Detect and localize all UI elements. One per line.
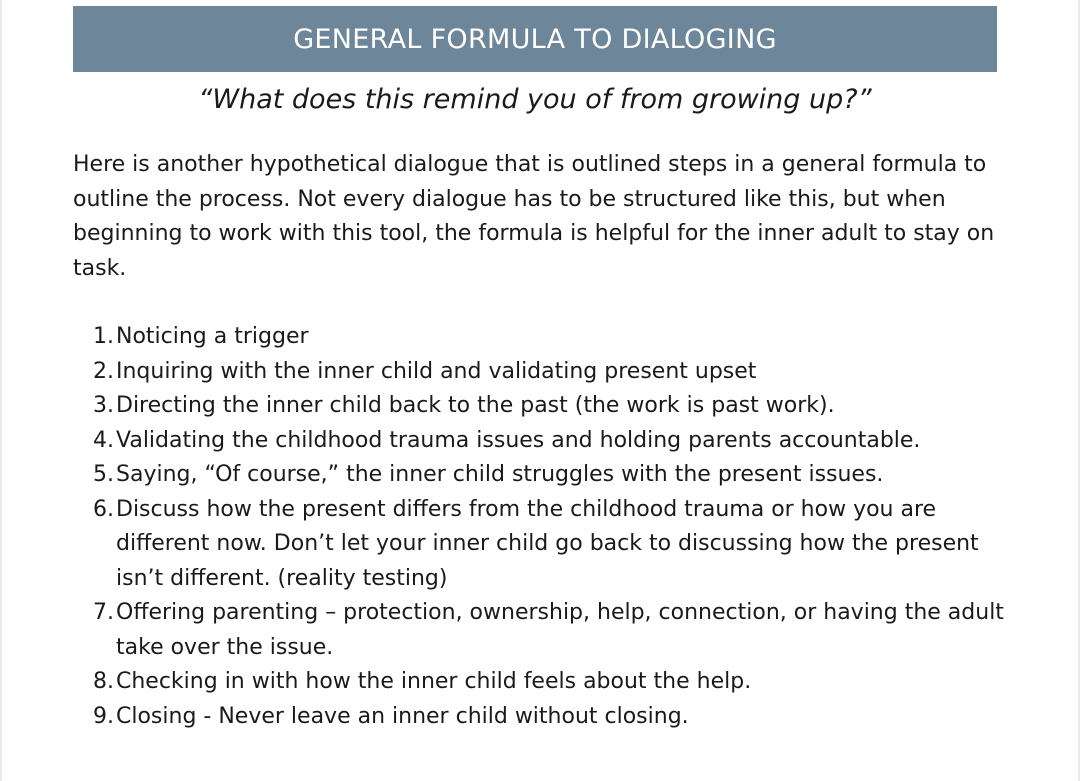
step-text: Checking in with how the inner child feels about the help.: [116, 669, 752, 694]
step-number: 5.: [93, 462, 114, 487]
step-item: [73, 424, 1008, 459]
step-text: Inquiring with the inner child and validating present upset: [116, 358, 757, 384]
step-number: 1.: [93, 324, 114, 349]
step-text: Directing the inner child back to the past (the work is past work).: [116, 393, 835, 418]
step-number: 2.: [93, 358, 114, 384]
step-item: [73, 320, 1008, 355]
step-number: 6.: [93, 496, 114, 522]
step-item: [73, 665, 1008, 700]
step-text: Validating the childhood trauma issues and holding parents accountable.: [116, 427, 921, 453]
step-item: [73, 458, 1008, 493]
step-item: [73, 389, 1008, 424]
title-banner: [73, 6, 997, 72]
step-number: 8.: [93, 669, 114, 694]
step-text: Noticing a trigger: [116, 324, 309, 349]
step-item: [73, 596, 1008, 665]
step-item: [73, 700, 1008, 735]
page-title: GENERAL FORMULA TO DIALOGING: [293, 23, 777, 55]
quote-subtitle: “What does this remind you of from growing up?”: [198, 84, 872, 115]
step-number: 9.: [93, 703, 114, 729]
intro-paragraph: Here is another hypothetical dialogue that is outlined steps in a general formula to outline the process. Not every dialogue has to be structured like this, but when beginning to work with this tool, the formula is helpful for the inner adult to stay on task.: [73, 152, 995, 281]
page-edge-left: [0, 0, 2, 781]
step-number: 4.: [93, 427, 114, 453]
step-item: [73, 493, 1008, 597]
step-number: 3.: [93, 393, 114, 418]
step-text: Offering parenting – protection, ownership, help, connection, or having the adult take over the issue.: [116, 600, 1004, 660]
step-text: Discuss how the present differs from the childhood trauma or how you are different now. Don’t let your inner child go back to discussing how the present isn’t different. (reality testing): [116, 496, 979, 591]
steps-list: [73, 320, 1008, 734]
step-text: Saying, “Of course,” the inner child struggles with the present issues.: [116, 462, 884, 487]
step-item: [73, 355, 1008, 390]
step-text: Closing - Never leave an inner child without closing.: [116, 703, 689, 729]
step-number: 7.: [93, 600, 114, 625]
